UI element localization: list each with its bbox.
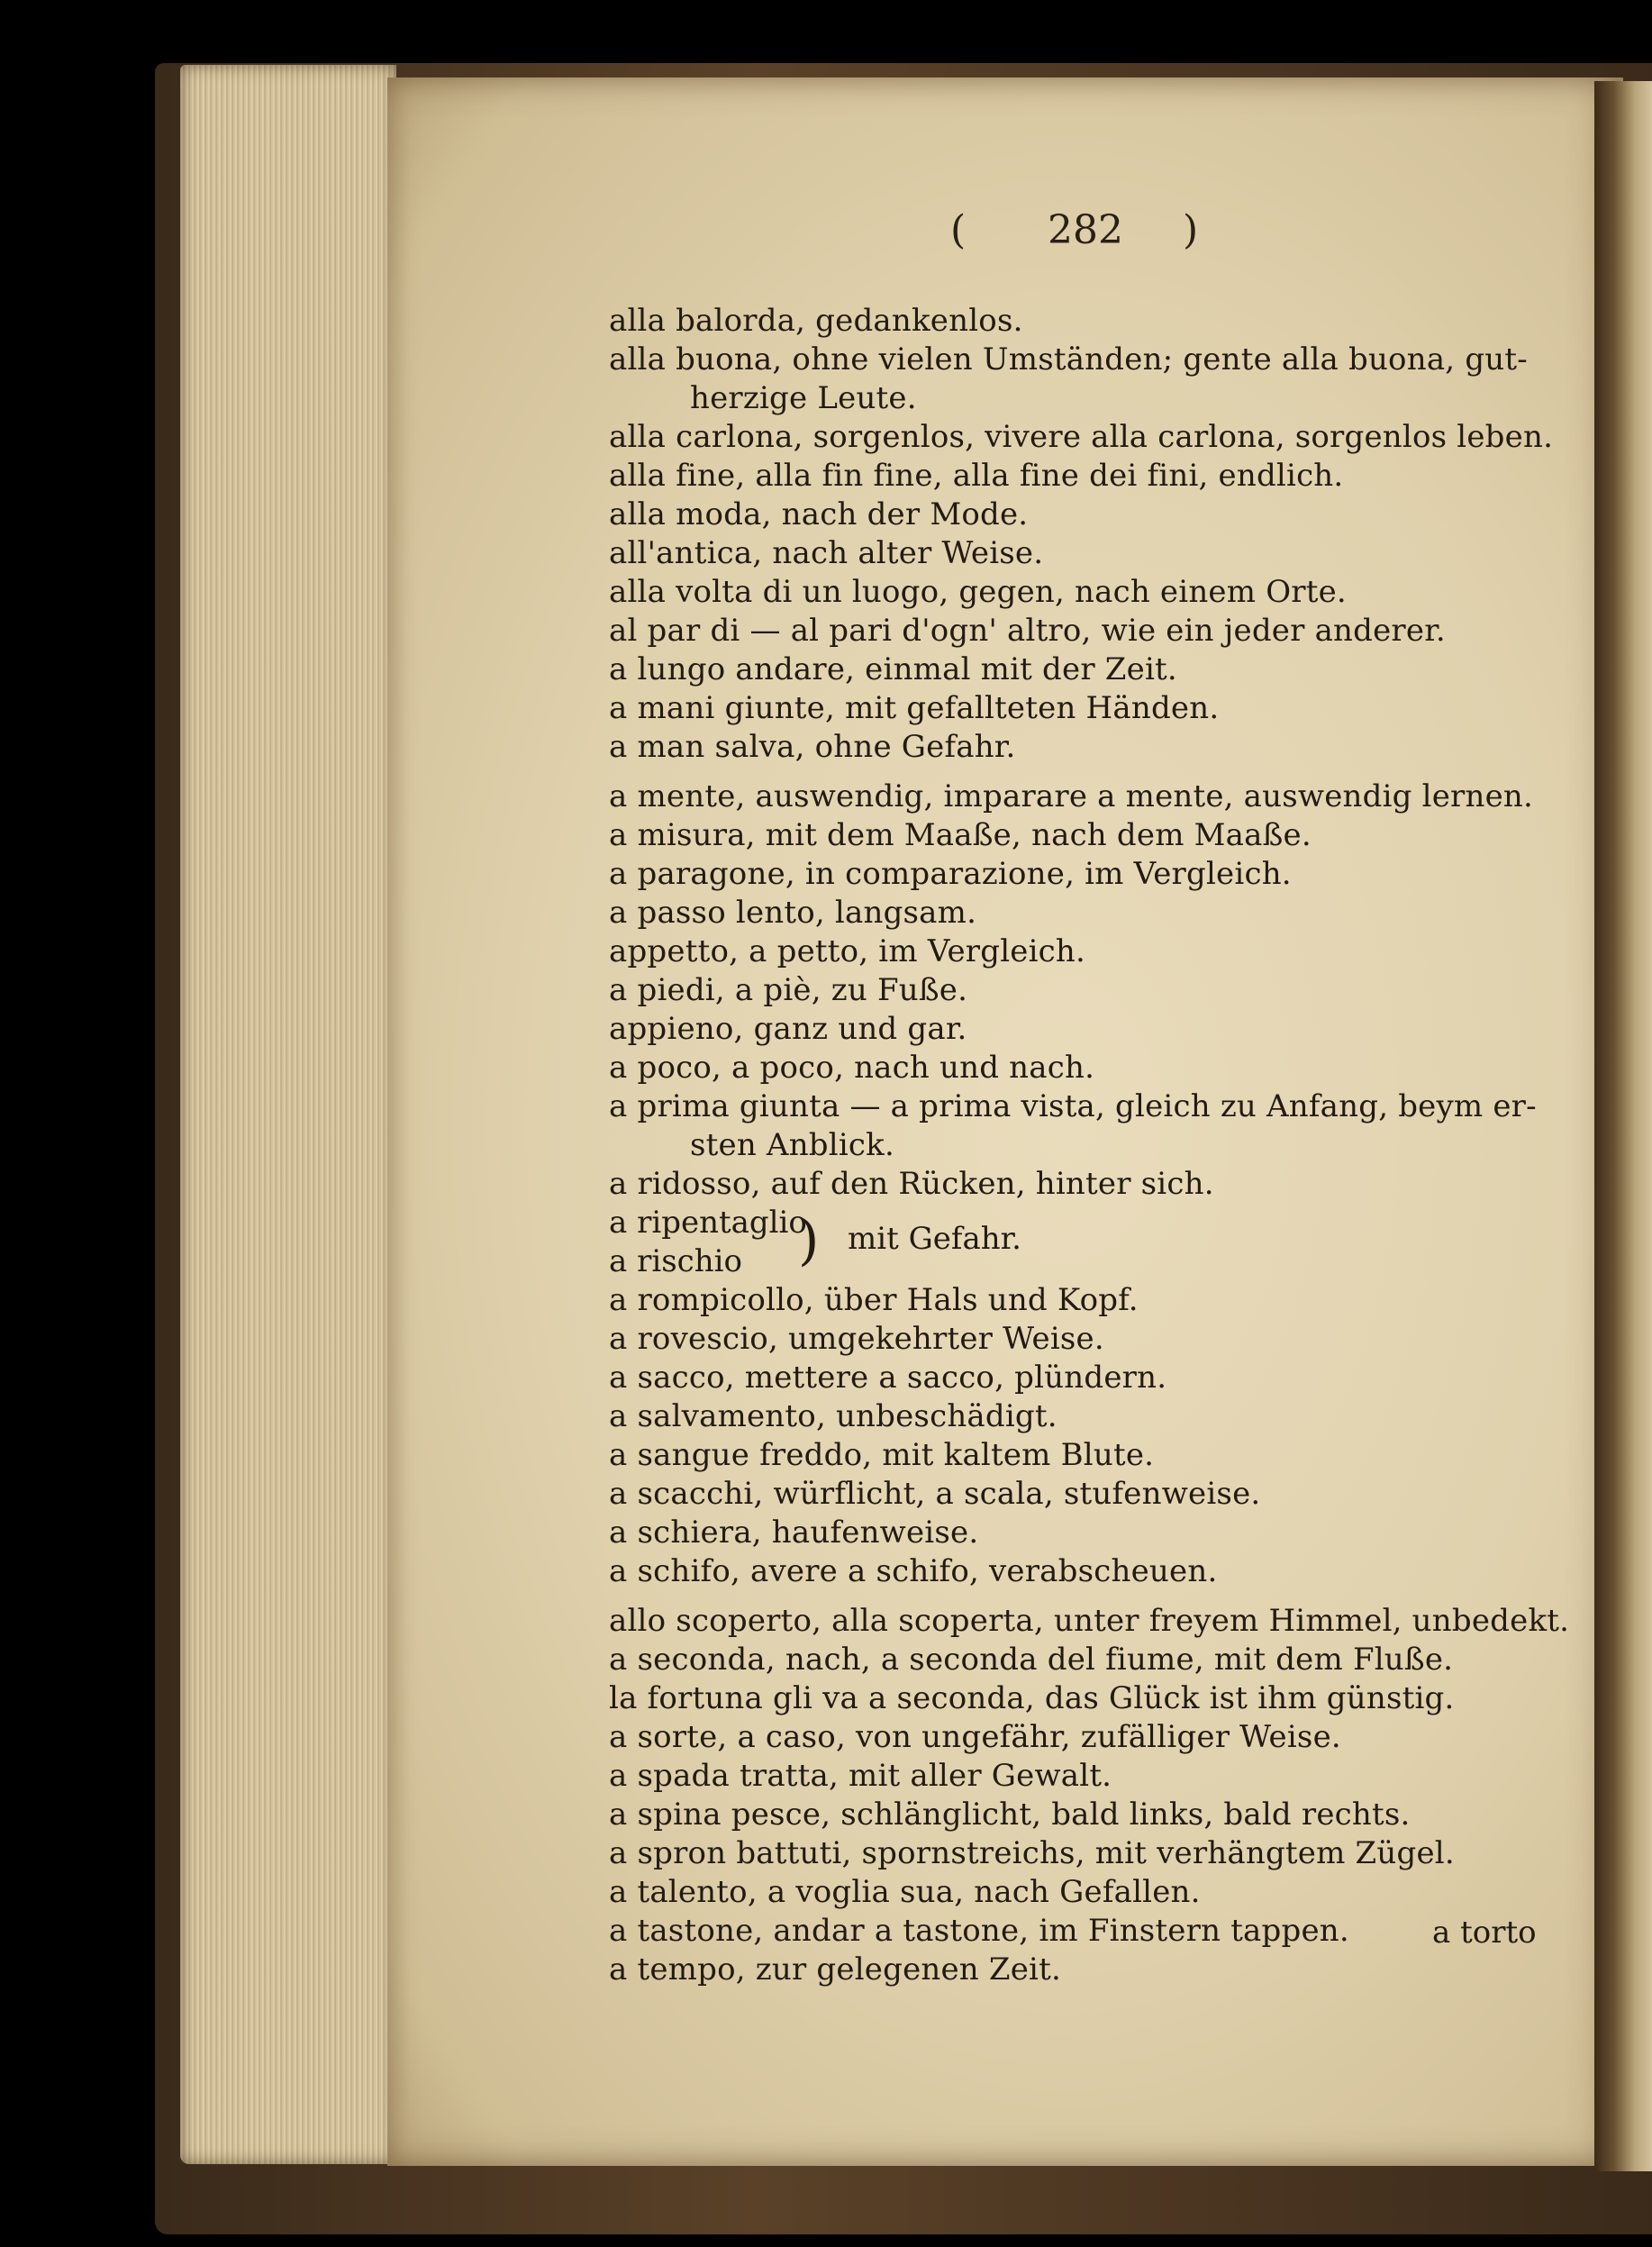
dictionary-entries	[609, 302, 1591, 1989]
entry: alla balorda, gedankenlos.	[609, 303, 1023, 339]
entry: a rovescio, umgekehrter Weise.	[609, 1321, 1104, 1357]
page-number-close: )	[1183, 207, 1199, 253]
entry: alla moda, nach der Mode.	[609, 496, 1029, 532]
entry: a spada tratta, mit aller Gewalt.	[609, 1758, 1112, 1794]
brace-mark: )	[798, 1209, 820, 1272]
entry: appetto, a petto, im Vergleich.	[609, 933, 1086, 969]
entry: a spina pesce, schlänglicht, bald links, bald rechts.	[609, 1797, 1411, 1833]
entry: allo scoperto, alla scoperta, unter freyem Himmel, unbedekt.	[609, 1603, 1570, 1639]
entry: a scacchi, würflicht, a scala, stufenweise.	[609, 1476, 1261, 1512]
entry-continuation: herzige Leute.	[690, 380, 917, 416]
page-edges	[180, 65, 396, 2164]
entry: a seconda, nach, a seconda del fiume, mit dem Fluße.	[609, 1642, 1454, 1678]
brace-entry-group	[609, 1204, 1591, 1281]
entry: appieno, ganz und gar.	[609, 1011, 967, 1047]
entry: a paragone, in comparazione, im Vergleich.	[609, 856, 1292, 892]
entry: a rischio	[609, 1243, 742, 1279]
entry: a schifo, avere a schifo, verabscheuen.	[609, 1553, 1218, 1589]
entry: a schiera, haufenweise.	[609, 1515, 979, 1551]
entry: a poco, a poco, nach und nach.	[609, 1050, 1095, 1086]
page-number-header	[950, 207, 1221, 261]
entry: a sangue freddo, mit kaltem Blute.	[609, 1437, 1155, 1473]
entry: a lungo andare, einmal mit der Zeit.	[609, 651, 1177, 687]
entry: a misura, mit dem Maaße, nach dem Maaße.	[609, 817, 1312, 853]
entry: a sorte, a caso, von ungefähr, zufälliger Weise.	[609, 1719, 1341, 1755]
entry: alla fine, alla fin fine, alla fine dei fini, endlich.	[609, 458, 1344, 494]
entry-continuation: sten Anblick.	[690, 1127, 894, 1163]
page-number: 282	[1048, 207, 1123, 253]
entry: a prima giunta — a prima vista, gleich zu Anfang, beym er-	[609, 1088, 1537, 1124]
entry: a spron battuti, spornstreichs, mit verhängtem Zügel.	[609, 1835, 1455, 1871]
entry: a tastone, andar a tastone, im Finstern tappen.	[609, 1913, 1349, 1949]
entry: a ridosso, auf den Rücken, hinter sich.	[609, 1166, 1214, 1202]
entry: al par di — al pari d'ogn' altro, wie ein jeder anderer.	[609, 613, 1446, 649]
entry: a passo lento, langsam.	[609, 895, 977, 931]
entry: a salvamento, unbeschädigt.	[609, 1398, 1057, 1434]
entry: a talento, a voglia sua, nach Gefallen.	[609, 1874, 1201, 1910]
entry: la fortuna gli va a seconda, das Glück ist ihm günstig.	[609, 1680, 1455, 1716]
entry: a sacco, mettere a sacco, plündern.	[609, 1360, 1167, 1396]
entry: alla buona, ohne vielen Umständen; gente alla buona, gut-	[609, 341, 1528, 378]
entry: a rompicollo, über Hals und Kopf.	[609, 1282, 1139, 1318]
catchword: a torto	[1432, 1915, 1537, 1951]
entry: a tempo, zur gelegenen Zeit.	[609, 1951, 1062, 1988]
shared-gloss: mit Gefahr.	[848, 1221, 1021, 1257]
entry: a mente, auswendig, imparare a mente, auswendig lernen.	[609, 778, 1534, 814]
entry: a ripentaglio	[609, 1205, 807, 1241]
entry: all'antica, nach alter Weise.	[609, 535, 1044, 571]
entry: a mani giunte, mit gefallteten Händen.	[609, 690, 1220, 726]
entry: a piedi, a piè, zu Fuße.	[609, 972, 968, 1008]
next-page-edge	[1594, 81, 1652, 2171]
entry: alla volta di un luogo, gegen, nach einem Orte.	[609, 574, 1347, 610]
entry: alla carlona, sorgenlos, vivere alla carlona, sorgenlos leben.	[609, 419, 1554, 455]
page-number-open: (	[950, 207, 967, 253]
entry: a man salva, ohne Gefahr.	[609, 729, 1016, 765]
